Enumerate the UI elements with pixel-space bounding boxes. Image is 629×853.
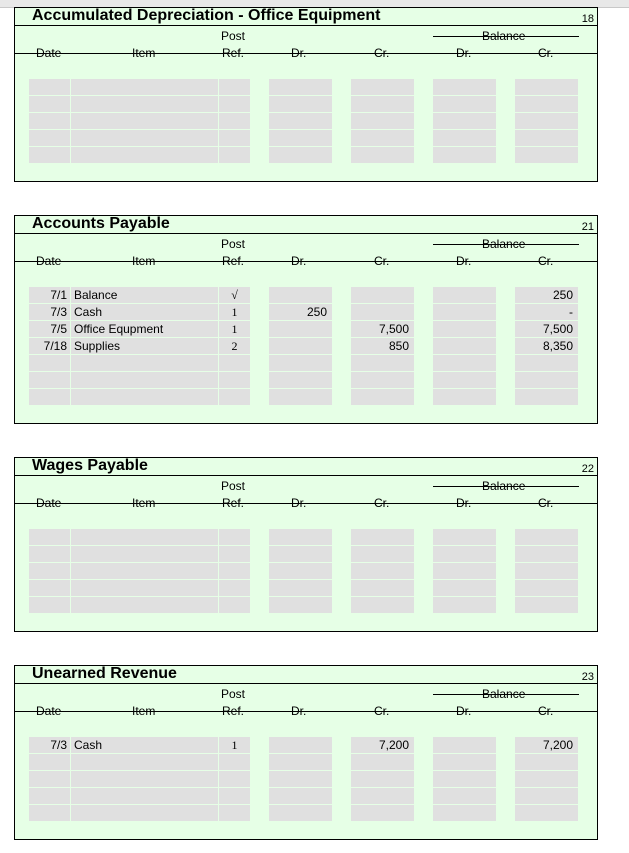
balance-debit-cell[interactable]	[433, 130, 496, 146]
balance-debit-cell[interactable]	[433, 580, 496, 596]
item-cell[interactable]	[71, 563, 218, 579]
post-ref-cell[interactable]: 1	[219, 737, 250, 753]
item-cell[interactable]	[71, 96, 218, 112]
balance-divider	[433, 36, 579, 37]
cr-header: Cr.	[374, 46, 390, 60]
balance-debit-cell[interactable]	[433, 321, 496, 337]
item-cell[interactable]	[71, 529, 218, 545]
post-ref-cell[interactable]	[219, 147, 250, 163]
credit-cell[interactable]	[351, 79, 414, 95]
balance-header: Balance	[482, 687, 526, 701]
balance-credit-cell[interactable]	[515, 113, 578, 129]
credit-cell[interactable]	[351, 580, 414, 596]
balance-dr-header: Dr.	[456, 496, 472, 510]
item-cell[interactable]	[71, 546, 218, 562]
post-ref-cell[interactable]	[219, 79, 250, 95]
balance-credit-cell[interactable]	[515, 130, 578, 146]
date-cell[interactable]	[29, 546, 70, 562]
post-header: Post	[221, 237, 246, 251]
debit-cell[interactable]	[269, 788, 332, 804]
item-cell[interactable]	[71, 771, 218, 787]
credit-cell[interactable]	[351, 563, 414, 579]
date-cell[interactable]	[29, 96, 70, 112]
date-cell[interactable]	[29, 563, 70, 579]
balance-credit-cell[interactable]	[515, 805, 578, 821]
debit-cell[interactable]	[269, 529, 332, 545]
item-cell[interactable]	[71, 788, 218, 804]
ref-header: Ref.	[222, 704, 245, 718]
post-header: Post	[221, 29, 246, 43]
balance-cr-header: Cr.	[538, 704, 554, 718]
date-cell[interactable]	[29, 389, 70, 405]
credit-cell[interactable]	[351, 546, 414, 562]
debit-cell[interactable]	[269, 580, 332, 596]
post-header: Post	[221, 479, 246, 493]
balance-cr-header: Cr.	[538, 496, 554, 510]
post-ref-cell[interactable]	[219, 96, 250, 112]
dr-header: Dr.	[291, 46, 307, 60]
header-divider	[15, 53, 597, 54]
debit-cell[interactable]	[269, 287, 332, 303]
balance-credit-cell[interactable]: 250	[515, 287, 578, 303]
date-cell[interactable]	[29, 580, 70, 596]
balance-debit-cell[interactable]	[433, 737, 496, 753]
balance-debit-cell[interactable]	[433, 147, 496, 163]
header-divider	[15, 503, 597, 504]
balance-credit-cell[interactable]	[515, 355, 578, 371]
ref-header: Ref.	[222, 496, 245, 510]
balance-header: Balance	[482, 479, 526, 493]
date-header: Date	[36, 46, 62, 60]
debit-cell[interactable]	[269, 147, 332, 163]
balance-credit-cell[interactable]	[515, 771, 578, 787]
item-cell[interactable]: Office Equpment	[71, 321, 218, 337]
item-cell[interactable]	[71, 597, 218, 613]
ref-header: Ref.	[222, 46, 245, 60]
balance-credit-cell[interactable]	[515, 597, 578, 613]
credit-cell[interactable]	[351, 771, 414, 787]
item-cell[interactable]: Cash	[71, 304, 218, 320]
balance-debit-cell[interactable]	[433, 96, 496, 112]
item-cell[interactable]	[71, 355, 218, 371]
date-cell[interactable]	[29, 130, 70, 146]
date-cell[interactable]: 7/5	[29, 321, 70, 337]
post-ref-cell[interactable]	[219, 529, 250, 545]
item-cell[interactable]	[71, 389, 218, 405]
dr-header: Dr.	[291, 254, 307, 268]
date-cell[interactable]: 7/1	[29, 287, 70, 303]
title-divider	[15, 25, 597, 26]
balance-cr-header: Cr.	[538, 46, 554, 60]
debit-cell[interactable]	[269, 321, 332, 337]
post-ref-cell[interactable]	[219, 130, 250, 146]
balance-debit-cell[interactable]	[433, 546, 496, 562]
credit-cell[interactable]: 7,500	[351, 321, 414, 337]
debit-cell[interactable]	[269, 79, 332, 95]
balance-debit-cell[interactable]	[433, 771, 496, 787]
item-cell[interactable]	[71, 79, 218, 95]
item-cell[interactable]: Supplies	[71, 338, 218, 354]
post-header: Post	[221, 687, 246, 701]
balance-credit-cell[interactable]	[515, 546, 578, 562]
item-cell[interactable]	[71, 372, 218, 388]
balance-header: Balance	[482, 237, 526, 251]
account-number: 23	[581, 671, 594, 683]
date-cell[interactable]	[29, 147, 70, 163]
ledger-title: Wages Payable	[32, 457, 148, 474]
balance-header: Balance	[482, 29, 526, 43]
debit-cell[interactable]	[269, 389, 332, 405]
credit-cell[interactable]	[351, 788, 414, 804]
item-cell[interactable]	[71, 580, 218, 596]
balance-credit-cell[interactable]	[515, 389, 578, 405]
date-cell[interactable]	[29, 355, 70, 371]
item-cell[interactable]	[71, 147, 218, 163]
post-ref-cell[interactable]: 2	[219, 338, 250, 354]
debit-cell[interactable]	[269, 113, 332, 129]
balance-debit-cell[interactable]	[433, 529, 496, 545]
balance-debit-cell[interactable]	[433, 805, 496, 821]
balance-debit-cell[interactable]	[433, 597, 496, 613]
balance-debit-cell[interactable]	[433, 372, 496, 388]
balance-debit-cell[interactable]	[433, 389, 496, 405]
balance-credit-cell[interactable]: 7,500	[515, 321, 578, 337]
date-header: Date	[36, 704, 62, 718]
post-ref-cell[interactable]	[219, 372, 250, 388]
item-header: Item	[132, 496, 156, 510]
balance-debit-cell[interactable]	[433, 113, 496, 129]
credit-cell[interactable]	[351, 130, 414, 146]
post-ref-cell[interactable]	[219, 788, 250, 804]
cr-header: Cr.	[374, 254, 390, 268]
debit-cell[interactable]	[269, 563, 332, 579]
item-cell[interactable]	[71, 754, 218, 770]
post-ref-cell[interactable]	[219, 754, 250, 770]
debit-cell[interactable]	[269, 130, 332, 146]
balance-credit-cell[interactable]	[515, 563, 578, 579]
date-cell[interactable]	[29, 372, 70, 388]
item-header: Item	[132, 46, 156, 60]
credit-cell[interactable]: 7,200	[351, 737, 414, 753]
credit-cell[interactable]	[351, 754, 414, 770]
cr-header: Cr.	[374, 496, 390, 510]
balance-dr-header: Dr.	[456, 254, 472, 268]
header-divider	[15, 711, 597, 712]
credit-cell[interactable]	[351, 389, 414, 405]
balance-credit-cell[interactable]	[515, 372, 578, 388]
item-cell[interactable]	[71, 130, 218, 146]
date-cell[interactable]	[29, 805, 70, 821]
balance-cr-header: Cr.	[538, 254, 554, 268]
dr-header: Dr.	[291, 496, 307, 510]
title-divider	[15, 233, 597, 234]
balance-dr-header: Dr.	[456, 704, 472, 718]
post-ref-cell[interactable]: √	[219, 287, 250, 303]
debit-cell[interactable]	[269, 754, 332, 770]
ledger-unearned-revenue	[14, 665, 598, 840]
date-header: Date	[36, 496, 62, 510]
ledger-title: Accumulated Depreciation - Office Equipment	[32, 7, 381, 24]
title-divider	[15, 683, 597, 684]
date-cell[interactable]	[29, 113, 70, 129]
credit-cell[interactable]	[351, 96, 414, 112]
balance-debit-cell[interactable]	[433, 287, 496, 303]
title-divider	[15, 475, 597, 476]
item-cell[interactable]: Cash	[71, 737, 218, 753]
debit-cell[interactable]	[269, 372, 332, 388]
balance-credit-cell[interactable]	[515, 147, 578, 163]
credit-cell[interactable]	[351, 287, 414, 303]
credit-cell[interactable]	[351, 529, 414, 545]
credit-cell[interactable]: 850	[351, 338, 414, 354]
credit-cell[interactable]	[351, 147, 414, 163]
debit-cell[interactable]	[269, 805, 332, 821]
balance-credit-cell[interactable]	[515, 96, 578, 112]
credit-cell[interactable]	[351, 113, 414, 129]
date-cell[interactable]	[29, 771, 70, 787]
credit-cell[interactable]	[351, 355, 414, 371]
post-ref-cell[interactable]	[219, 805, 250, 821]
cr-header: Cr.	[374, 704, 390, 718]
item-cell[interactable]	[71, 113, 218, 129]
post-ref-cell[interactable]	[219, 563, 250, 579]
item-cell[interactable]	[71, 805, 218, 821]
balance-credit-cell[interactable]: 7,200	[515, 737, 578, 753]
balance-debit-cell[interactable]	[433, 754, 496, 770]
date-cell[interactable]: 7/18	[29, 338, 70, 354]
post-ref-cell[interactable]: 1	[219, 321, 250, 337]
item-cell[interactable]: Balance	[71, 287, 218, 303]
date-cell[interactable]	[29, 754, 70, 770]
post-ref-cell[interactable]	[219, 771, 250, 787]
credit-cell[interactable]	[351, 805, 414, 821]
debit-cell[interactable]	[269, 338, 332, 354]
balance-debit-cell[interactable]	[433, 304, 496, 320]
account-number: 21	[581, 221, 594, 233]
debit-cell[interactable]: 250	[269, 304, 332, 320]
balance-credit-cell[interactable]: 8,350	[515, 338, 578, 354]
balance-credit-cell[interactable]	[515, 580, 578, 596]
date-cell[interactable]	[29, 529, 70, 545]
date-cell[interactable]	[29, 788, 70, 804]
post-ref-cell[interactable]: 1	[219, 304, 250, 320]
balance-divider	[433, 694, 579, 695]
balance-divider	[433, 486, 579, 487]
balance-credit-cell[interactable]	[515, 529, 578, 545]
post-ref-cell[interactable]	[219, 113, 250, 129]
debit-cell[interactable]	[269, 355, 332, 371]
ledger-wages-payable	[14, 457, 598, 632]
post-ref-cell[interactable]	[219, 546, 250, 562]
balance-debit-cell[interactable]	[433, 788, 496, 804]
balance-debit-cell[interactable]	[433, 338, 496, 354]
ledger-title: Unearned Revenue	[32, 665, 177, 682]
ledger-title: Accounts Payable	[32, 215, 170, 232]
debit-cell[interactable]	[269, 597, 332, 613]
balance-credit-cell[interactable]	[515, 79, 578, 95]
date-cell[interactable]	[29, 79, 70, 95]
credit-cell[interactable]	[351, 304, 414, 320]
date-cell[interactable]: 7/3	[29, 737, 70, 753]
date-header: Date	[36, 254, 62, 268]
balance-debit-cell[interactable]	[433, 355, 496, 371]
dr-header: Dr.	[291, 704, 307, 718]
debit-cell[interactable]	[269, 737, 332, 753]
balance-credit-cell[interactable]	[515, 754, 578, 770]
balance-dr-header: Dr.	[456, 46, 472, 60]
ledger-accumulated-depreciation	[14, 7, 598, 182]
account-number: 22	[581, 463, 594, 475]
item-header: Item	[132, 704, 156, 718]
post-ref-cell[interactable]	[219, 355, 250, 371]
item-header: Item	[132, 254, 156, 268]
balance-credit-cell[interactable]: -	[515, 304, 578, 320]
balance-divider	[433, 244, 579, 245]
credit-cell[interactable]	[351, 597, 414, 613]
post-ref-cell[interactable]	[219, 389, 250, 405]
account-number: 18	[581, 13, 594, 25]
debit-cell[interactable]	[269, 96, 332, 112]
ref-header: Ref.	[222, 254, 245, 268]
debit-cell[interactable]	[269, 546, 332, 562]
debit-cell[interactable]	[269, 771, 332, 787]
balance-debit-cell[interactable]	[433, 563, 496, 579]
date-cell[interactable]: 7/3	[29, 304, 70, 320]
header-divider	[15, 261, 597, 262]
ledger-accounts-payable	[14, 215, 598, 424]
balance-credit-cell[interactable]	[515, 788, 578, 804]
balance-debit-cell[interactable]	[433, 79, 496, 95]
date-cell[interactable]	[29, 597, 70, 613]
post-ref-cell[interactable]	[219, 597, 250, 613]
credit-cell[interactable]	[351, 372, 414, 388]
post-ref-cell[interactable]	[219, 580, 250, 596]
